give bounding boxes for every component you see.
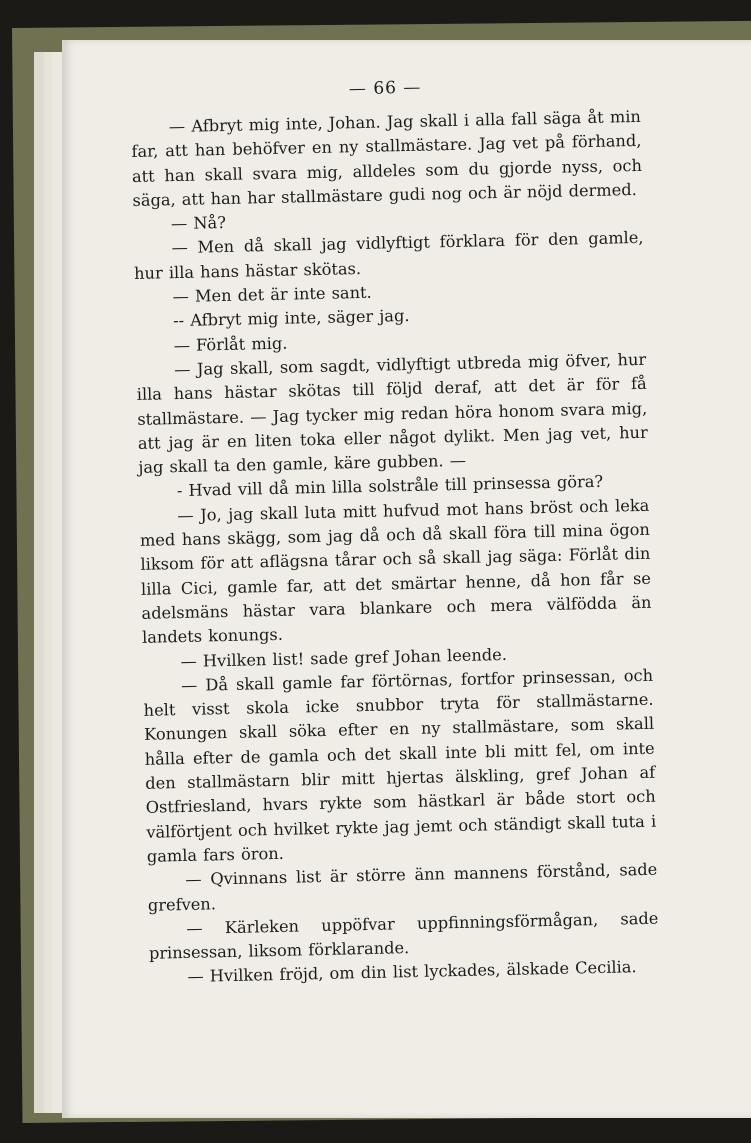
page-number: — 66 —: [348, 77, 422, 100]
page-text-block: [130, 73, 660, 991]
paragraph: - Hvad vill då min lilla solstråle till prinsessa göra?: [176, 472, 604, 501]
paragraph: — Nå?: [170, 213, 227, 234]
paragraph: — Hvilken fröjd, om din list lyckades, älskade Cecilia.: [187, 957, 637, 987]
paragraph: — Då skall gamle far förtörnas, fortfor prinsessan, och helt visst skola icke snubbor tryta för stallmästarne. Konungen skall söka efter en ny stallmästare, som skall hålla efter de gamla och det skall inte bli mitt fel, om inte den stallmästarn blir mitt hjertas älskling, gref Johan af Ostfriesland, hvars rykte som hästkarl är både stort och välförtjent och hvilket rykte jag jemt och ständigt skall tuta i gamla fars öron.: [143, 665, 657, 866]
paragraph: — Men då skall jag vidlyftigt förklara för den gamle, hur illa hans hästar skötas.: [133, 228, 644, 283]
paragraph: — Qvinnans list är större änn mannens förstånd, sade grefven.: [147, 859, 658, 915]
paragraph: -- Afbryt mig inte, säger jag.: [172, 306, 410, 331]
paragraph: — Jag skall, som sagdt, vidlyftigt utbreda mig öfver, hur illa hans hästar skötas till följd deraf, att det är för få stallmästare. — Jag tycker mig redan höra honom svara mig, att jag är en liten toka eller något dylikt. Men jag vet, hur jag skall ta den gamle, käre gubben. —: [136, 349, 648, 478]
paragraph: — Kärleken uppöfvar uppfinningsförmågan, sade prinsessan, liksom förklarande.: [148, 908, 659, 963]
paragraph: — Förlåt mig.: [173, 333, 288, 355]
paragraph: — Men det är inte sant.: [172, 282, 372, 307]
paragraph: — Jo, jag skall luta mitt hufvud mot hans bröst och leka med hans skägg, som jag då och då skall föra till mina ögon liksom för att aflägsna tårar och så skall jag säga: Förlåt din lilla Cici, gamle far, att det smärtar henne, då hon får se adelsmäns hästar vara blankare och mera välfödda än landets konungs.: [139, 495, 652, 648]
paragraph: — Afbryt mig inte, Johan. Jag skall i alla fall säga åt min far, att han behöfver en ny stallmästare. Jag vet på förhand, att han skall svara mig, alldeles som du gjorde nyss, och säga, att han har stallmästare gudi nog och är nöjd dermed.: [131, 106, 643, 210]
paragraph: — Hvilken list! sade gref Johan leende.: [180, 644, 508, 671]
